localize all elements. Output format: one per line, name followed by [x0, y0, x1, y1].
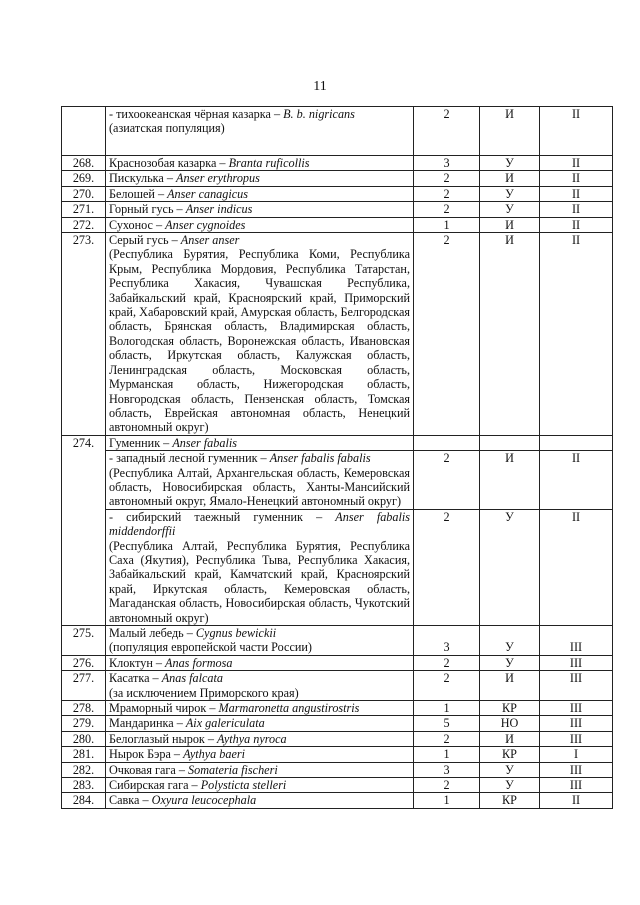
- category-cell: 2: [414, 655, 480, 670]
- species-name: Серый гусь – Anser anser (Республика Бурятия, Республика Коми, Республика Крым, Республика Мордовия, Республика Татарстан, Республика Хакасия, Чувашская Республика, Забайкальский край, Красноярский край, Приморский край, Хабаровский край, Амурская область, Белгородская область, Брянская область, Владимирская область, Вологодская область, Воронежская область, Ивановская область, Иркутская область, Калужская область, Ленинградская область, Московская область, Мурманская область, Нижегородская область, Новгородская область, Пензенская область, Томская область, Еврейская автономная область, Ненецкий автономный округ): [106, 233, 414, 436]
- table-row: [62, 435, 613, 450]
- species-name: Клоктун – Anas formosa: [106, 655, 414, 670]
- row-number: 272.: [62, 217, 106, 232]
- category-cell: 2: [414, 778, 480, 793]
- row-number: 275.: [62, 626, 106, 656]
- category-cell: 3: [414, 762, 480, 777]
- category-cell: 2: [414, 509, 480, 625]
- species-name: Пискулька – Anser erythropus: [106, 171, 414, 186]
- status-cell: НО: [480, 716, 540, 731]
- species-name: - тихоокеанская чёрная казарка – B. b. nigricans (азиатская популяция): [106, 107, 414, 156]
- category-cell: 2: [414, 107, 480, 156]
- species-name: Нырок Бэра – Aythya baeri: [106, 747, 414, 762]
- status-cell: КР: [480, 793, 540, 808]
- status-cell: И: [480, 217, 540, 232]
- priority-cell: I: [540, 747, 613, 762]
- row-number: 270.: [62, 186, 106, 201]
- category-cell: 1: [414, 217, 480, 232]
- table-row: [62, 451, 613, 510]
- table-row: [62, 793, 613, 808]
- category-cell: 3: [414, 626, 480, 656]
- table-row: [62, 747, 613, 762]
- species-name: Краснозобая казарка – Branta ruficollis: [106, 156, 414, 171]
- species-name: Белоглазый нырок – Aythya nyroca: [106, 731, 414, 746]
- priority-cell: [540, 435, 613, 450]
- status-cell: И: [480, 671, 540, 701]
- status-cell: У: [480, 762, 540, 777]
- category-cell: 2: [414, 202, 480, 217]
- priority-cell: II: [540, 451, 613, 510]
- species-name: Мраморный чирок – Marmaronetta angustirostris: [106, 701, 414, 716]
- status-cell: И: [480, 233, 540, 436]
- status-cell: И: [480, 731, 540, 746]
- status-cell: У: [480, 509, 540, 625]
- status-cell: И: [480, 107, 540, 156]
- status-cell: У: [480, 202, 540, 217]
- priority-cell: III: [540, 716, 613, 731]
- row-number: 279.: [62, 716, 106, 731]
- category-cell: 1: [414, 793, 480, 808]
- species-name: Сухонос – Anser cygnoides: [106, 217, 414, 232]
- table-row: [62, 626, 613, 656]
- priority-cell: II: [540, 107, 613, 156]
- row-number: 283.: [62, 778, 106, 793]
- row-number: 274.: [62, 435, 106, 625]
- table-row: [62, 217, 613, 232]
- species-name: Очковая гага – Somateria fischeri: [106, 762, 414, 777]
- species-name: - сибирский таежный гуменник – Anser fabalis middendorffii (Республика Алтай, Республика Бурятия, Республика Саха (Якутия), Республика Тыва, Республика Хакасия, Забайкальский край, Камчатский край, Красноярский край, Иркутская область, Кемеровская область, Магаданская область, Новосибирская область, Чукотский автономный округ): [106, 509, 414, 625]
- priority-cell: II: [540, 171, 613, 186]
- priority-cell: III: [540, 655, 613, 670]
- table-row: [62, 202, 613, 217]
- table-row: [62, 509, 613, 625]
- priority-cell: III: [540, 626, 613, 656]
- category-cell: 2: [414, 171, 480, 186]
- table-row: [62, 731, 613, 746]
- table-row: [62, 186, 613, 201]
- row-number: 278.: [62, 701, 106, 716]
- species-name: Горный гусь – Anser indicus: [106, 202, 414, 217]
- row-number: 284.: [62, 793, 106, 808]
- status-cell: У: [480, 156, 540, 171]
- priority-cell: III: [540, 762, 613, 777]
- row-number: 269.: [62, 171, 106, 186]
- category-cell: 2: [414, 233, 480, 436]
- species-name: Касатка – Anas falcata (за исключением Приморского края): [106, 671, 414, 701]
- page-number: 11: [313, 79, 327, 94]
- category-cell: 5: [414, 716, 480, 731]
- species-name: - западный лесной гуменник – Anser fabalis fabalis (Республика Алтай, Архангельская область, Кемеровская область, Новосибирская область, Ханты-Мансийский автономный округ, Ямало-Ненецкий автономный округ): [106, 451, 414, 510]
- table-row: [62, 778, 613, 793]
- status-cell: КР: [480, 747, 540, 762]
- status-cell: И: [480, 171, 540, 186]
- species-name: Гуменник – Anser fabalis: [106, 435, 414, 450]
- row-number: 277.: [62, 671, 106, 701]
- status-cell: У: [480, 186, 540, 201]
- priority-cell: III: [540, 701, 613, 716]
- table-row: [62, 716, 613, 731]
- species-name: Сибирская гага – Polysticta stelleri: [106, 778, 414, 793]
- priority-cell: II: [540, 233, 613, 436]
- row-number: 271.: [62, 202, 106, 217]
- table-row: [62, 107, 613, 156]
- row-number: 281.: [62, 747, 106, 762]
- category-cell: [414, 435, 480, 450]
- priority-cell: II: [540, 793, 613, 808]
- category-cell: 2: [414, 186, 480, 201]
- priority-cell: II: [540, 186, 613, 201]
- category-cell: 3: [414, 156, 480, 171]
- table-row: [62, 233, 613, 436]
- priority-cell: II: [540, 202, 613, 217]
- status-cell: И: [480, 451, 540, 510]
- status-cell: У: [480, 626, 540, 656]
- row-number: 268.: [62, 156, 106, 171]
- status-cell: КР: [480, 701, 540, 716]
- category-cell: 1: [414, 747, 480, 762]
- table-row: [62, 701, 613, 716]
- category-cell: 2: [414, 731, 480, 746]
- row-number: 276.: [62, 655, 106, 670]
- status-cell: У: [480, 778, 540, 793]
- species-name: Савка – Oxyura leucocephala: [106, 793, 414, 808]
- row-number: 280.: [62, 731, 106, 746]
- row-number: 273.: [62, 233, 106, 436]
- status-cell: [480, 435, 540, 450]
- species-name: Малый лебедь – Cygnus bewickii (популяция европейской части России): [106, 626, 414, 656]
- table-row: [62, 171, 613, 186]
- priority-cell: III: [540, 731, 613, 746]
- priority-cell: II: [540, 509, 613, 625]
- category-cell: 2: [414, 451, 480, 510]
- table-row: [62, 762, 613, 777]
- row-number: 282.: [62, 762, 106, 777]
- row-number: [62, 107, 106, 156]
- priority-cell: II: [540, 156, 613, 171]
- table-row: [62, 156, 613, 171]
- category-cell: 1: [414, 701, 480, 716]
- species-name: Мандаринка – Aix galericulata: [106, 716, 414, 731]
- species-name: Белошей – Anser canagicus: [106, 186, 414, 201]
- priority-cell: III: [540, 671, 613, 701]
- table-row: [62, 671, 613, 701]
- priority-cell: III: [540, 778, 613, 793]
- category-cell: 2: [414, 671, 480, 701]
- status-cell: У: [480, 655, 540, 670]
- species-table: [61, 106, 613, 809]
- table-row: [62, 655, 613, 670]
- priority-cell: II: [540, 217, 613, 232]
